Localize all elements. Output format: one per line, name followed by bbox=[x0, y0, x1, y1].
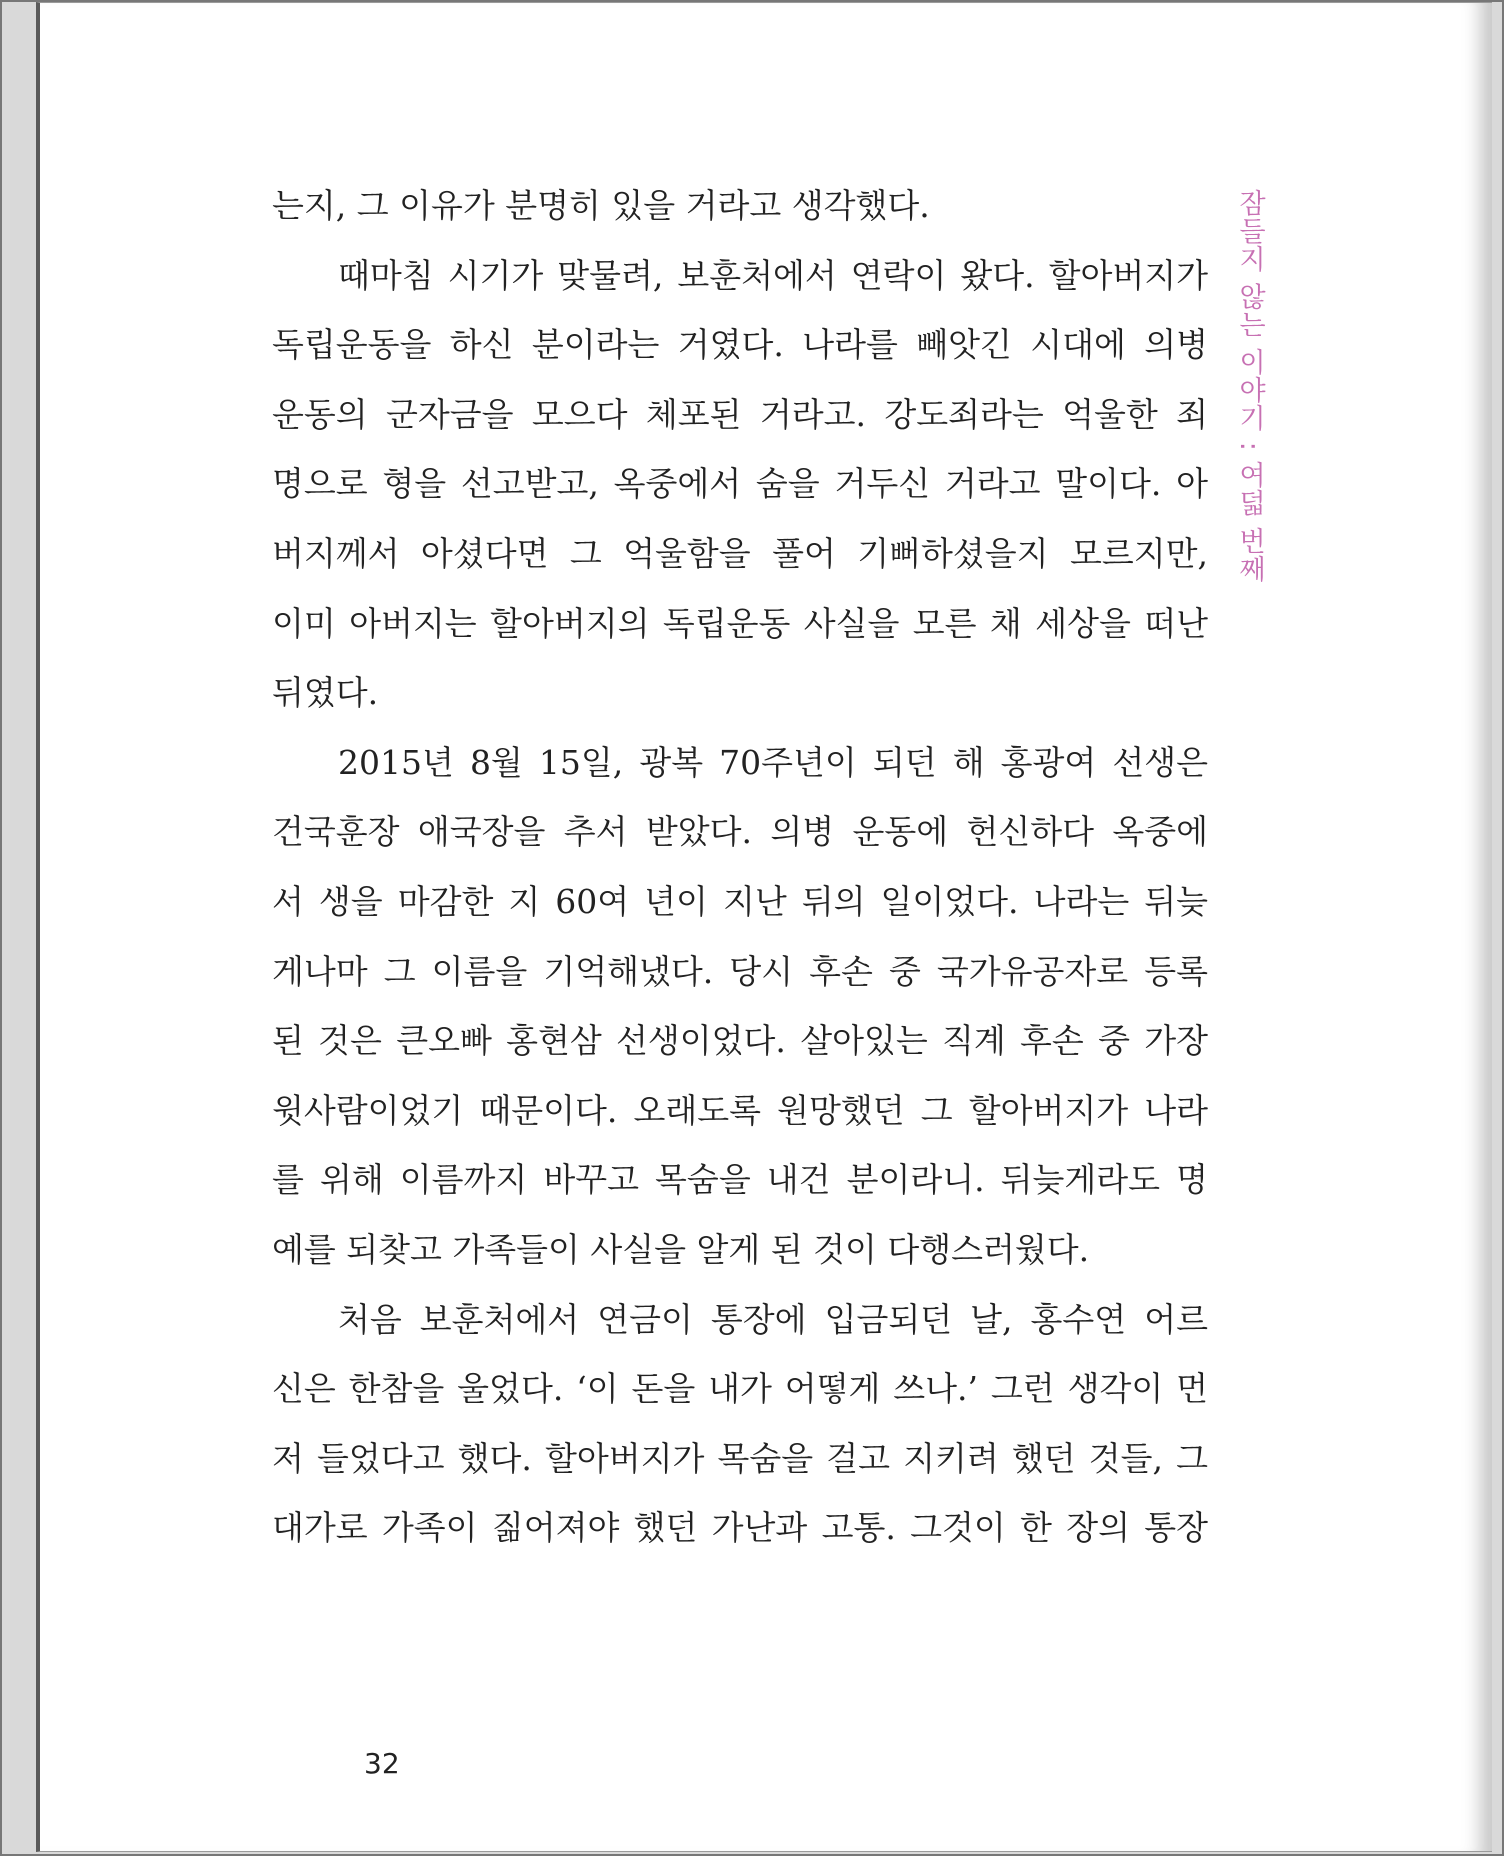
text-line: 를 위해 이름까지 바꾸고 목숨을 내건 분이라니. 뒤늦게라도 명 bbox=[272, 1160, 1208, 1200]
text-line: 독립운동을 하신 분이라는 거였다. 나라를 빼앗긴 시대에 의병 bbox=[272, 325, 1208, 365]
text-line: 신은 한참을 울었다. ‘이 돈을 내가 어떻게 쓰나.’ 그런 생각이 먼 bbox=[272, 1369, 1208, 1409]
text-line: 게나마 그 이름을 기억해냈다. 당시 후손 중 국가유공자로 등록 bbox=[272, 951, 1208, 991]
text-line: 예를 되찾고 가족들이 사실을 알게 된 것이 다행스러웠다. bbox=[272, 1229, 1090, 1269]
text-line: 처음 보훈처에서 연금이 통장에 입금되던 날, 홍수연 어르 bbox=[338, 1299, 1208, 1339]
text-line: 된 것은 큰오빠 홍현삼 선생이었다. 살아있는 직계 후손 중 가장 bbox=[272, 1021, 1208, 1061]
text-line: 2015년 8월 15일, 광복 70주년이 되던 해 홍광여 선생은 bbox=[338, 742, 1208, 782]
text-line: 명으로 형을 선고받고, 옥중에서 숨을 거두신 거라고 말이다. 아 bbox=[272, 464, 1208, 504]
text-line: 는지, 그 이유가 분명히 있을 거라고 생각했다. bbox=[272, 186, 930, 225]
text-line: 서 생을 마감한 지 60여 년이 지난 뒤의 일이었다. 나라는 뒤늦 bbox=[272, 881, 1208, 921]
book-page bbox=[36, 2, 1492, 1852]
text-line: 이미 아버지는 할아버지의 독립운동 사실을 모른 채 세상을 떠난 bbox=[272, 603, 1208, 643]
page-number: 32 bbox=[364, 1747, 400, 1780]
body-text bbox=[272, 171, 1208, 1563]
text-line: 대가로 가족이 짊어져야 했던 가난과 고통. 그것이 한 장의 통장 bbox=[272, 1508, 1208, 1548]
text-line: 버지께서 아셨다면 그 억울함을 풀어 기뻐하셨을지 모르지만, bbox=[272, 533, 1208, 573]
text-line: 건국훈장 애국장을 추서 받았다. 의병 운동에 헌신하다 옥중에 bbox=[272, 812, 1208, 852]
text-line: 때마침 시기가 맞물려, 보훈처에서 연락이 왔다. 할아버지가 bbox=[338, 255, 1208, 295]
text-line: 저 들었다고 했다. 할아버지가 목숨을 걸고 지키려 했던 것들, 그 bbox=[272, 1438, 1208, 1478]
text-line: 윗사람이었기 때문이다. 오래도록 원망했던 그 할아버지가 나라 bbox=[272, 1090, 1208, 1130]
running-header: 잠들지 않는 이야기 : 여덟 번째 bbox=[1234, 189, 1265, 584]
text-line: 운동의 군자금을 모으다 체포된 거라고. 강도죄라는 억울한 죄 bbox=[272, 394, 1208, 434]
text-line: 뒤였다. bbox=[272, 673, 379, 713]
